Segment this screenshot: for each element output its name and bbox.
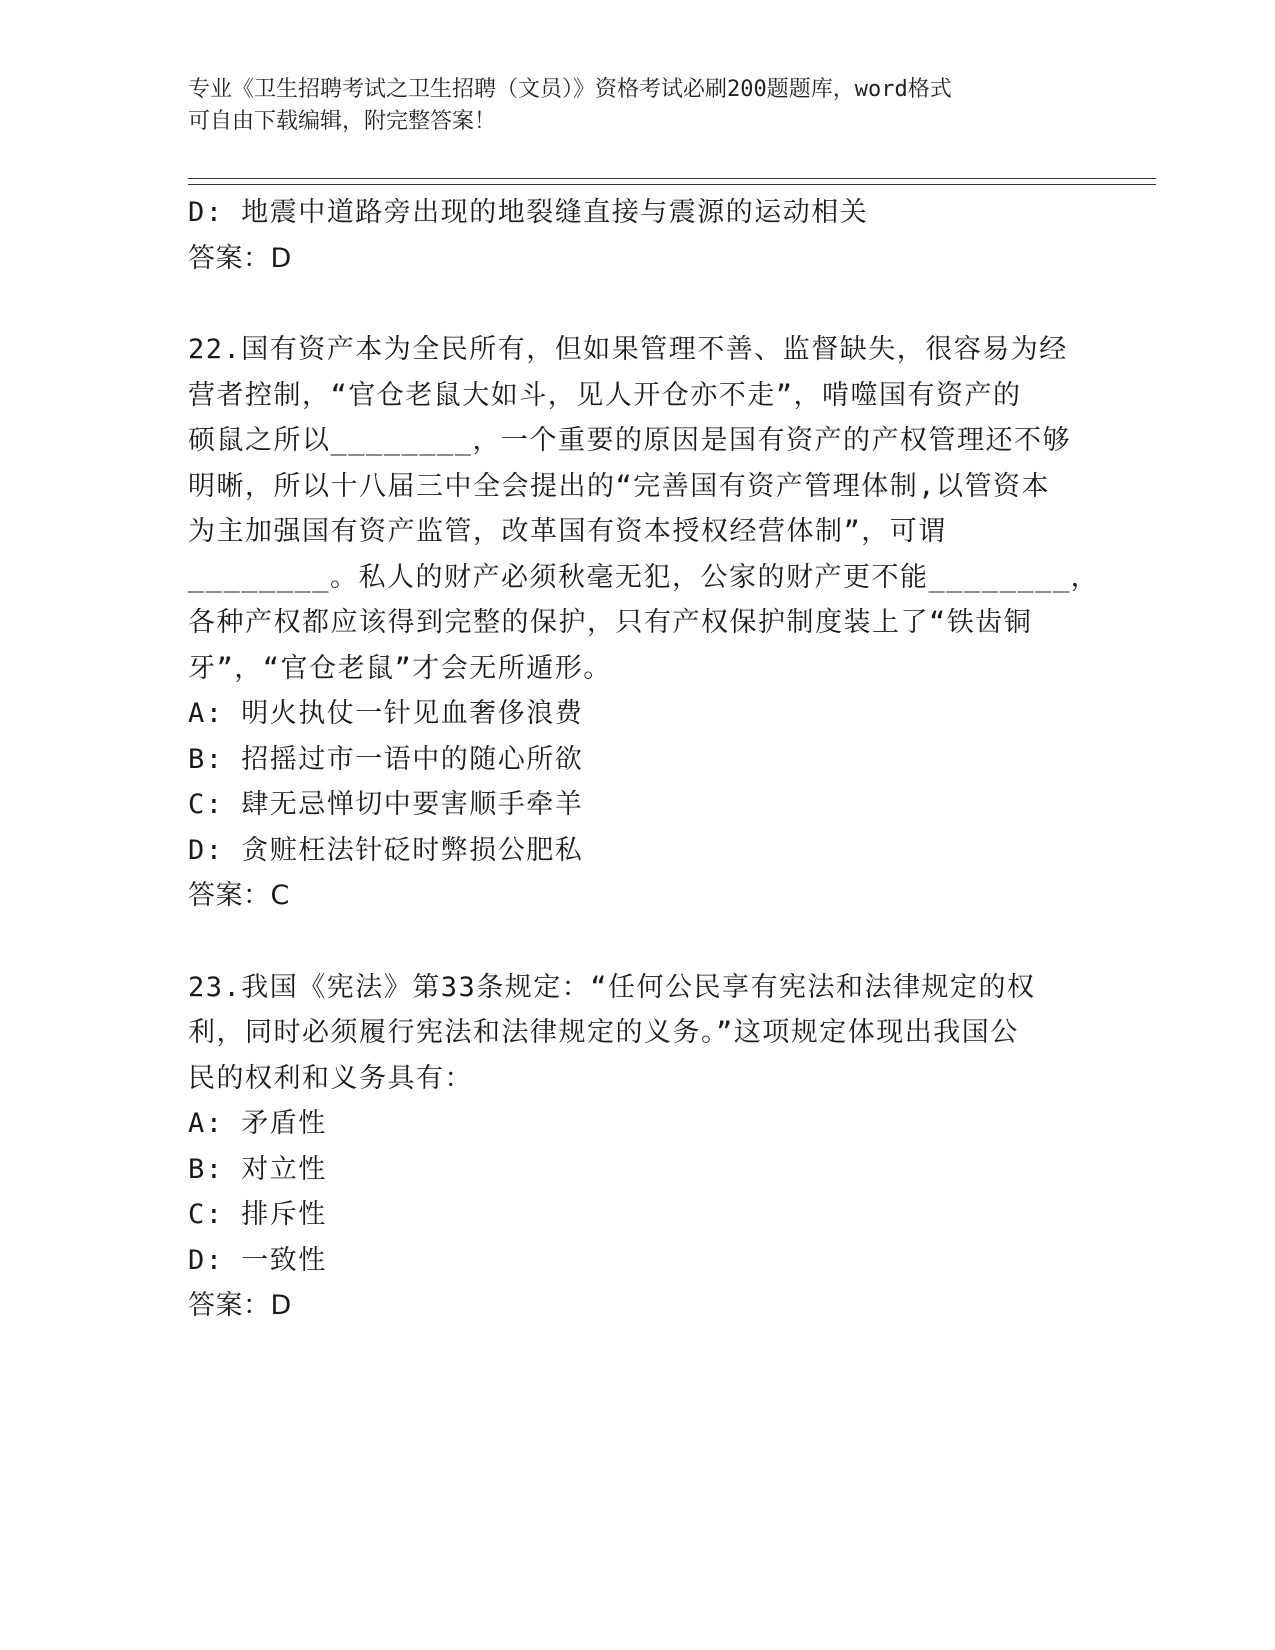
question-23-option-b: B: 对立性 <box>188 1153 327 1185</box>
question-22-line: 各种产权都应该得到完整的保护，只有产权保护制度装上了“铁齿铜 <box>188 607 1033 638</box>
question-23-option-d: D: 一致性 <box>188 1244 327 1276</box>
question-22-option-a: A: 明火执仗一针见血奢侈浪费 <box>188 698 584 729</box>
question-23 <box>188 965 1088 1329</box>
question-22-option-d: D: 贪赃枉法针砭时弊损公肥私 <box>188 834 584 866</box>
question-22 <box>188 327 1100 919</box>
question-22-option-b: B: 招摇过市一语中的随心所欲 <box>188 743 584 775</box>
header-rule-bottom <box>188 184 1156 185</box>
question-23-answer: 答案：D <box>188 1290 292 1321</box>
question-22-line: 为主加强国有资产监管，改革国有资本授权经营体制”，可谓 <box>188 516 947 547</box>
question-22-line: 明晰，所以十八届三中全会提出的“完善国有资产管理体制,以管资本 <box>188 470 1051 502</box>
question-23-line: 民的权利和义务具有： <box>188 1062 473 1094</box>
question-22-line: 22.国有资产本为全民所有，但如果管理不善、监督缺失，很容易为经 <box>188 334 1068 365</box>
question-22-option-c: C: 肆无忌惮切中要害顺手牵羊 <box>188 789 584 820</box>
header-line-1: 专业《卫生招聘考试之卫生招聘（文员）》资格考试必刷200题题库，word格式 <box>188 77 952 102</box>
question-22-line: 硕鼠之所以________，一个重要的原因是国有资产的产权管理还不够 <box>188 425 1072 456</box>
question-23-option-c: C: 排斥性 <box>188 1199 327 1230</box>
spacer <box>188 281 1088 327</box>
prev-answer: 答案：D <box>188 242 292 274</box>
prev-option-d: D: 地震中道路旁出现的地裂缝直接与震源的运动相关 <box>188 197 869 228</box>
question-23-line: 利，同时必须履行宪法和法律规定的义务。”这项规定体现出我国公 <box>188 1017 1019 1048</box>
header-line-2: 可自由下载编辑，附完整答案！ <box>188 109 497 134</box>
question-22-line: 营者控制，“官仓老鼠大如斗，见人开仓亦不走”，啃噬国有资产的 <box>188 379 1022 411</box>
spacer <box>188 919 1088 965</box>
document-body <box>188 190 1100 1329</box>
header-rule-top <box>188 178 1156 179</box>
question-22-answer: 答案：C <box>188 880 290 911</box>
document-header <box>188 74 1088 138</box>
question-23-option-a: A: 矛盾性 <box>188 1108 327 1139</box>
question-23-line: 23.我国《宪法》第33条规定：“任何公民享有宪法和法律规定的权 <box>188 971 1036 1003</box>
question-22-line: 牙”，“官仓老鼠”才会无所遁形。 <box>188 652 612 684</box>
question-22-line: ________。私人的财产必须秋毫无犯，公家的财产更不能________， <box>188 561 1100 593</box>
